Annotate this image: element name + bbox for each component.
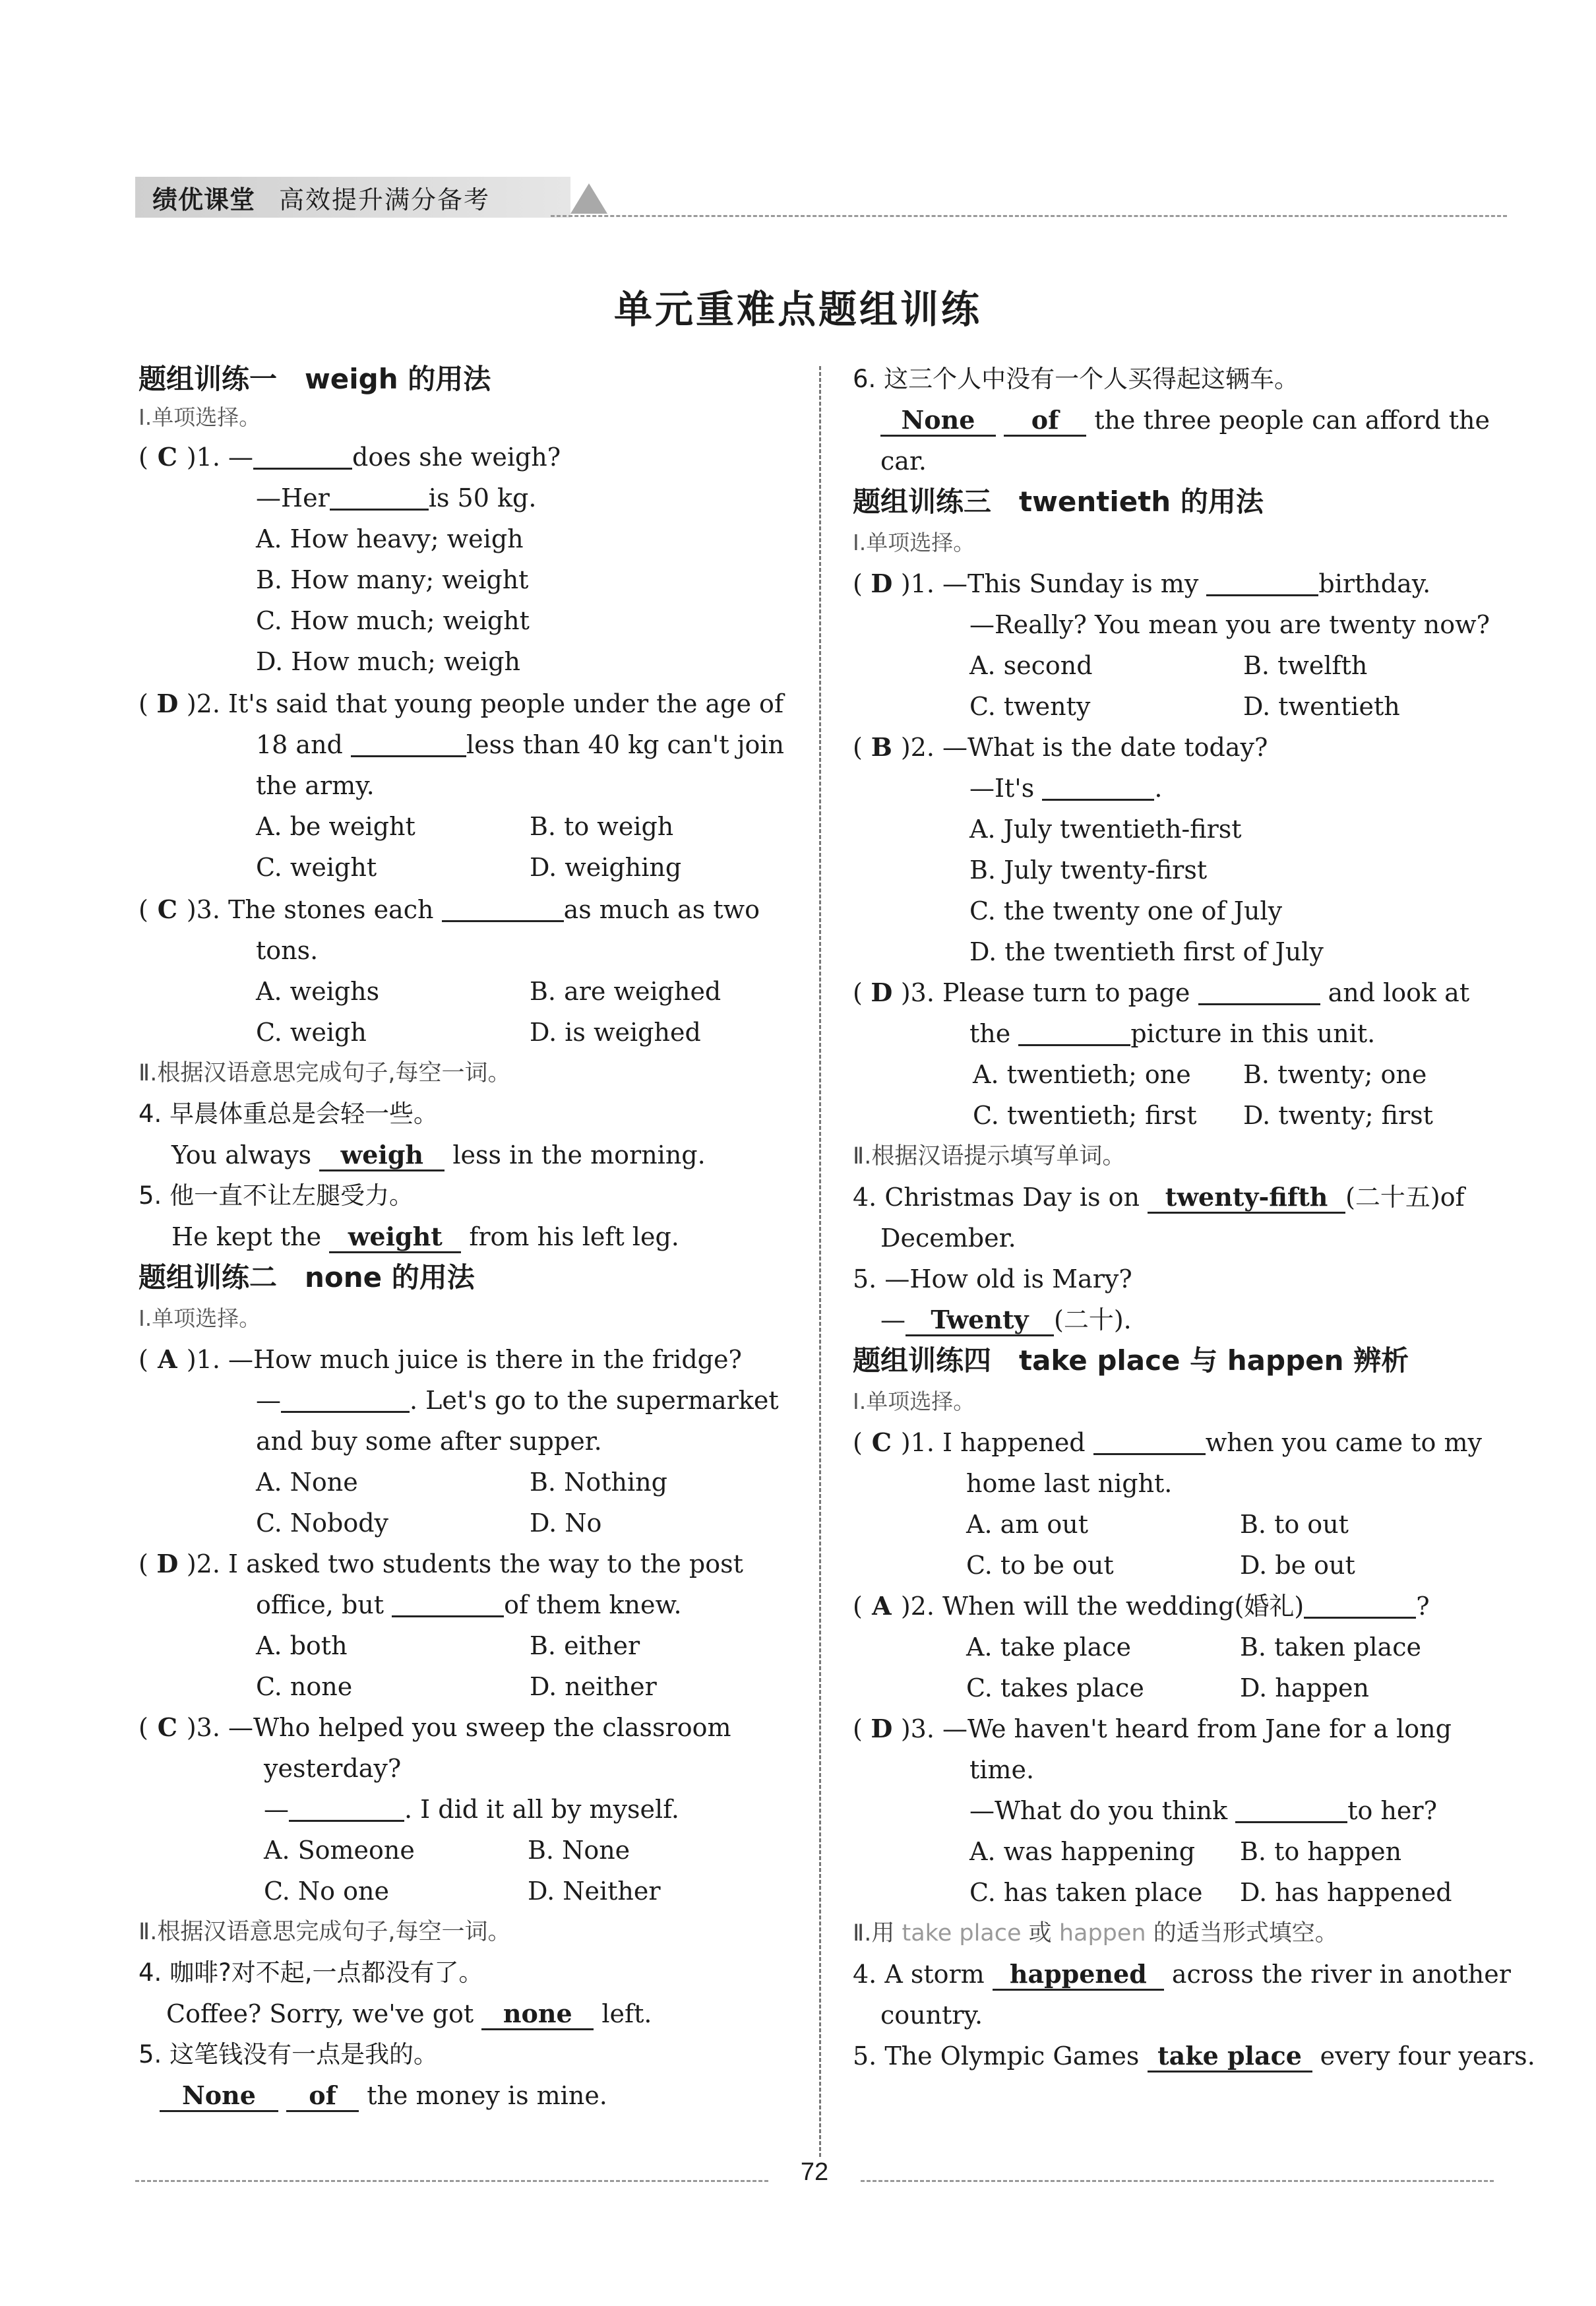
question: ( A )1. —How much juice is there in the fridge? [138, 1340, 798, 1379]
page-header [135, 177, 1507, 223]
answer-blank [330, 484, 429, 511]
question-line: —It's . [969, 774, 1163, 803]
answer-fill: of [286, 2081, 359, 2112]
option: B. are weighed [530, 977, 721, 1006]
answer: D [156, 1549, 179, 1578]
question-line: the army. [256, 771, 375, 800]
question-en: 5. The Olympic Games take place every four years. [853, 2036, 1512, 2076]
question-en: 4. Christmas Day is on twenty-fifth (二十五)of [853, 1177, 1512, 1217]
option: C. weigh [256, 1018, 367, 1047]
question: ( A )2. When will the wedding(婚礼) ? [853, 1586, 1512, 1626]
option: B. July twenty-first [969, 856, 1208, 885]
option: C. has taken place [969, 1878, 1203, 1907]
option: D. No [530, 1509, 602, 1538]
question-en: None of the three people can afford the [880, 400, 1512, 440]
question: ( D )3. Please turn to page and look at [853, 973, 1512, 1013]
option: D. neither [530, 1672, 657, 1701]
question-line: the picture in this unit. [969, 1019, 1376, 1048]
option: C. the twenty one of July [969, 896, 1283, 925]
slogan-label: 高效提升满分备考 [279, 185, 491, 214]
answer-fill: None [160, 2081, 278, 2112]
option: C. Nobody [256, 1509, 389, 1538]
option: D. the twentieth first of July [969, 937, 1324, 966]
question-line: — . I did it all by myself. [264, 1795, 679, 1824]
question-line: 18 and less than 40 kg can't join [256, 730, 785, 759]
question-line: yesterday? [264, 1754, 402, 1783]
question-line: December. [880, 1224, 1016, 1253]
option: C. twenty [969, 692, 1091, 721]
question-cn: 6. 这三个人中没有一个人买得起这辆车。 [853, 365, 1299, 393]
question: ( D )3. —We haven't heard from Jane for a long [853, 1709, 1512, 1749]
option: A. Someone [264, 1836, 415, 1865]
answer-blank [1042, 774, 1154, 801]
answer-blank [1018, 1020, 1130, 1046]
option: D. twenty; first [1243, 1101, 1433, 1130]
question-cn: 5. 他一直不让左腿受力。 [138, 1181, 414, 1210]
question-line: tons. [256, 936, 319, 965]
section-subtitle: Ⅱ.根据汉语意思完成句子,每空一词。 [138, 1919, 511, 1945]
answer: C [157, 894, 177, 924]
answer: A [872, 1591, 892, 1621]
question: ( D )2. I asked two students the way to the post [138, 1544, 798, 1584]
question-line: car. [880, 447, 927, 476]
question-line: time. [969, 1755, 1035, 1784]
option: B. to weigh [530, 812, 674, 841]
answer-blank [253, 443, 352, 470]
section-subtitle: Ⅰ.单项选择。 [138, 404, 261, 430]
question-cn: 4. 早晨体重总是会轻一些。 [138, 1100, 439, 1128]
question: ( C )1. — does she weigh? [138, 437, 798, 477]
question-line: country. [880, 2001, 983, 2030]
answer-blank [1235, 1797, 1347, 1823]
answer-blank [442, 896, 564, 922]
option: D. has happened [1240, 1878, 1452, 1907]
option: A. both [256, 1631, 348, 1660]
section-subtitle: Ⅱ.根据汉语提示填写单词。 [853, 1143, 1126, 1169]
answer-blank [289, 1795, 404, 1822]
option: C. twentieth; first [973, 1101, 1197, 1130]
option: B. Nothing [530, 1468, 667, 1497]
option: B. to out [1240, 1510, 1349, 1539]
answer-blank [281, 1387, 410, 1413]
answer-fill: take place [1148, 2041, 1312, 2072]
section-subtitle: Ⅰ.单项选择。 [853, 530, 975, 555]
option: B. None [528, 1836, 630, 1865]
option: B. twelfth [1243, 651, 1368, 680]
section-subtitle: Ⅱ.用 take place 或 happen 的适当形式填空。 [853, 1920, 1338, 1947]
section-subtitle: Ⅰ.单项选择。 [138, 1305, 261, 1331]
question-en: 4. A storm happened across the river in another [853, 1954, 1512, 1994]
answer-blank [1206, 570, 1318, 596]
option: D. Neither [528, 1877, 661, 1906]
answer-blank [1304, 1592, 1416, 1619]
question: ( C )3. —Who helped you sweep the classroom [138, 1708, 798, 1747]
section-title: 题组训练四 take place 与 happen 辨析 [853, 1344, 1409, 1377]
answer-fill: Twenty [905, 1305, 1054, 1336]
option: D. How much; weigh [256, 647, 521, 676]
option: A. be weight [256, 812, 415, 841]
answer: D [871, 569, 893, 598]
section-subtitle: Ⅰ.单项选择。 [853, 1388, 975, 1414]
footer-divider [135, 2180, 768, 2182]
question-cn: 4. 咖啡?对不起,一点都没有了。 [138, 1958, 483, 1987]
question-line: — . Let's go to the supermarket [256, 1386, 779, 1415]
question: ( D )1. —This Sunday is my birthday. [853, 564, 1512, 604]
brand-label: 绩优课堂 [152, 185, 256, 214]
page-number: 72 [800, 2158, 829, 2186]
option: C. No one [264, 1877, 389, 1906]
question-en: Coffee? Sorry, we've got none left. [166, 1994, 798, 2034]
option: D. is weighed [530, 1018, 701, 1047]
option: A. twentieth; one [973, 1060, 1191, 1089]
option: A. July twentieth-first [969, 815, 1242, 844]
question: ( C )1. I happened when you came to my [853, 1423, 1512, 1462]
question: ( B )2. —What is the date today? [853, 728, 1512, 767]
page-title: 单元重难点题组训练 [613, 287, 982, 332]
answer-blank [1093, 1429, 1206, 1455]
question-en: — Twenty (二十). [880, 1300, 1512, 1340]
triangle-icon [570, 183, 607, 214]
option: A. second [969, 651, 1093, 680]
option: D. be out [1240, 1551, 1355, 1580]
answer: C [157, 1712, 177, 1742]
answer-fill: happened [993, 1960, 1164, 1991]
question-en: None of the money is mine. [160, 2076, 798, 2115]
answer: C [157, 442, 177, 472]
section-title: 题组训练二 none 的用法 [138, 1261, 475, 1293]
section-title: 题组训练一 weigh 的用法 [138, 363, 491, 395]
option: A. None [256, 1468, 358, 1497]
option: B. How many; weight [256, 565, 529, 594]
answer-fill: weigh [319, 1140, 445, 1171]
option: C. takes place [966, 1673, 1144, 1702]
answer: D [871, 1714, 893, 1743]
answer: C [871, 1427, 892, 1457]
question-en: 5. —How old is Mary? [853, 1264, 1132, 1293]
question-line: office, but of them knew. [256, 1590, 682, 1619]
option: A. was happening [969, 1837, 1196, 1866]
question-line: home last night. [966, 1469, 1173, 1498]
footer-divider [861, 2180, 1494, 2182]
question-en: He kept the weight from his left leg. [171, 1217, 798, 1257]
option: C. weight [256, 853, 377, 882]
option: D. weighing [530, 853, 682, 882]
answer-fill: twenty-fifth [1148, 1183, 1345, 1214]
option: D. happen [1240, 1673, 1370, 1702]
question-cn: 5. 这笔钱没有一点是我的。 [138, 2040, 439, 2069]
column-divider [819, 366, 821, 2157]
question-en: You always weigh less in the morning. [171, 1135, 798, 1175]
option: C. How much; weight [256, 606, 530, 635]
option: B. taken place [1240, 1633, 1421, 1662]
answer: B [871, 732, 892, 762]
header-banner [135, 177, 570, 218]
answer-fill: None [880, 406, 996, 437]
answer: A [158, 1344, 177, 1374]
option: A. am out [966, 1510, 1088, 1539]
question-line: —What do you think to her? [969, 1796, 1437, 1825]
option: D. twentieth [1243, 692, 1400, 721]
option: A. weighs [256, 977, 380, 1006]
option: C. to be out [966, 1551, 1114, 1580]
answer: D [871, 978, 893, 1007]
option: A. How heavy; weigh [256, 524, 524, 553]
option: A. take place [966, 1633, 1132, 1662]
answer-blank [351, 731, 466, 757]
option: B. either [530, 1631, 640, 1660]
answer-fill: none [481, 1999, 594, 2030]
question-line: —Her is 50 kg. [256, 483, 537, 513]
answer-fill: of [1004, 406, 1086, 437]
question-line: and buy some after supper. [256, 1427, 602, 1456]
answer: D [156, 689, 179, 718]
answer-blank [1198, 979, 1320, 1005]
question: ( C )3. The stones each as much as two [138, 890, 798, 929]
option: B. twenty; one [1243, 1060, 1427, 1089]
section-subtitle: Ⅱ.根据汉语意思完成句子,每空一词。 [138, 1060, 511, 1086]
answer-fill: weight [329, 1222, 461, 1253]
section-title: 题组训练三 twentieth 的用法 [853, 485, 1264, 518]
question: ( D )2. It's said that young people under the age of [138, 684, 798, 724]
header-divider [551, 215, 1507, 217]
answer-blank [392, 1591, 504, 1617]
question-line: —Really? You mean you are twenty now? [969, 610, 1490, 639]
option: B. to happen [1240, 1837, 1402, 1866]
option: C. none [256, 1672, 353, 1701]
